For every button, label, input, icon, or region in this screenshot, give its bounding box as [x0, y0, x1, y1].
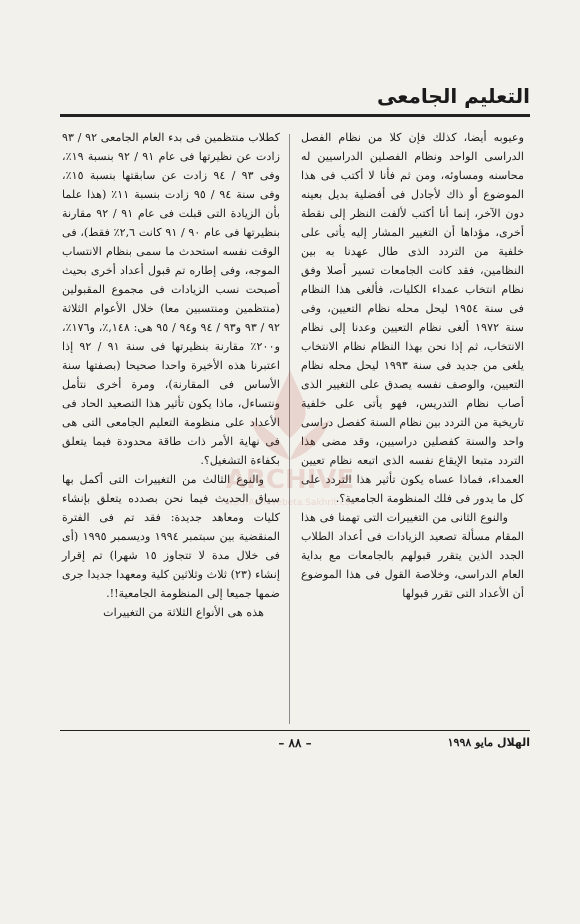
- issue-date: مايو ١٩٩٨: [447, 736, 494, 749]
- magazine-name: الهلال: [496, 736, 530, 749]
- page-header: [60, 82, 530, 122]
- column-divider: [289, 134, 290, 724]
- section-title: التعليم الجامعى: [377, 84, 530, 108]
- watermark-url: http://Archivebeta.Sakhrit.com: [220, 498, 360, 508]
- text-column-right: [301, 128, 524, 603]
- page-number: – ٨٨ –: [278, 736, 312, 750]
- page-footer: [60, 730, 530, 760]
- paragraph: والنوع الثالث من التغييرات التى أكمل بها سياق الحديث فيما نحن بصدده يتعلق بإنشاء كليات ومعاهد جديدة: فقد تم فى الفترة المنقضية بين سبتمبر ١٩٩٤ وديسمبر ١٩٩٥ (أى فى خلال مدة لا تتجاوز ١٥ شهرا) تم إقرار إنشاء (٢٣) ثلاث وثلاثين كلية ومعهدا جديدا جرى ضمها جميعا إلى المنظومة الجامعية!!.: [62, 473, 280, 600]
- text-column-left: [62, 128, 280, 622]
- footer-rule: [60, 730, 530, 731]
- watermark-text: ARCHIVE: [225, 465, 355, 495]
- header-rule: [60, 114, 530, 117]
- paragraph: والنوع الثانى من التغييرات التى تهمنا فى هذا المقام مسألة تصعيد الزيادات فى أعداد الطلاب الجدد الذين يتقرر قبولهم بالجامعات مع بداية العام الدراسى، وخلاصة القول فى هذا الموضوع أن الأعداد التى تقرر قبولها: [301, 511, 524, 600]
- paragraph: هذه هى الأنواع الثلاثة من التغييرات: [103, 606, 264, 619]
- paragraph: وعيوبه أيضا، كذلك فإن كلا من نظام الفصل الدراسى الواحد ونظام الفصلين الدراسيين له محاسنه ومساوئه، ومن ثم فأنا لا أكتب فى هذا الموضوع أو ذاك لأجادل فى أفضلية بديل بعينه دون الآخر، إنما أنا أكتب لألفت النظر إلى نقطة أخرى، مؤداها أن التغيير المشار إليه يأتى على خلفية من التردد الذى طال عهدنا به بين النظامين، فقد كانت الجامعات تسير أصلا وفق نظام انتخاب عمداء الكليات، فألغى هذا النظام فى سنة ١٩٥٤ ليحل محله نظام التعيين، وفى سنة ١٩٧٢ ألغى نظام التعيين وعدنا إلى نظام الانتخاب، ثم إذا نحن بهذا النظام نظام الانتخاب يلغى من جديد فى سنة ١٩٩٣ ليحل محله نظام التعيين، والوصف نفسه يصدق على التغيير الذى أصاب نظام التدريس، فهو يأتى على خلفية تاريخية من التردد بين نظام السنة كفصل دراسى واحد والسنة كفصلين دراسيين، وقد مضى هذا التردد متبعا الإيقاع نفسه الذى اتبعه نظام تعيين العمداء، فماذا عساه يكون تأثير هذا التردد على كل ما يدور فى فلك المنظومة الجامعية؟.: [301, 131, 524, 505]
- footer-magazine-info: [448, 736, 530, 749]
- paragraph: كطلاب منتظمين فى بدء العام الجامعى ٩٢ / ٩٣ زادت عن نظيرتها فى عام ٩١ / ٩٢ بنسبة ١٩٪، وفى ٩٣ / ٩٤ زادت عن سابقتها بنسبة ١٥٪، وفى سنة ٩٤ / ٩٥ زادت بنسبة ١١٪ (هذا علما بأن الزيادة التى قبلت فى عام ٩١ / ٩٢ مقارنة بنظيرتها فى عام ٩٠ / ٩١ كانت ٢,٦٪ فقط)، فى الوقت نفسه استحدث ما سمى بنظام الانتساب الموجه، وفى إطاره تم قبول أعداد أخرى بحيث أصبحت نسب الزيادات فى مجموع المقبولين (منتظمين ومنتسبين معا) خلال الأعوام الثلاثة ٩٢ / ٩٣ و٩٣ / ٩٤ و٩٤ / ٩٥ هى: ١٤٨,٪، و١٧٦٪، و٢٠٠٪ مقارنة بنظيرتها فى سنة ٩١ / ٩٢ إذا اعتبرنا هذه الأخيرة واحدا صحيحا (بصفتها سنة الأساس فى المقارنة)، ومرة أخرى نتأمل ونتساءل، ماذا يكون تأثير هذا التصعيد الحاد فى الأعداد على منظومة التعليم الجامعى التى هى فى نهاية الأمر ذات طاقة محدودة فيما يتعلق بكفاءة التشغيل؟.: [62, 131, 281, 467]
